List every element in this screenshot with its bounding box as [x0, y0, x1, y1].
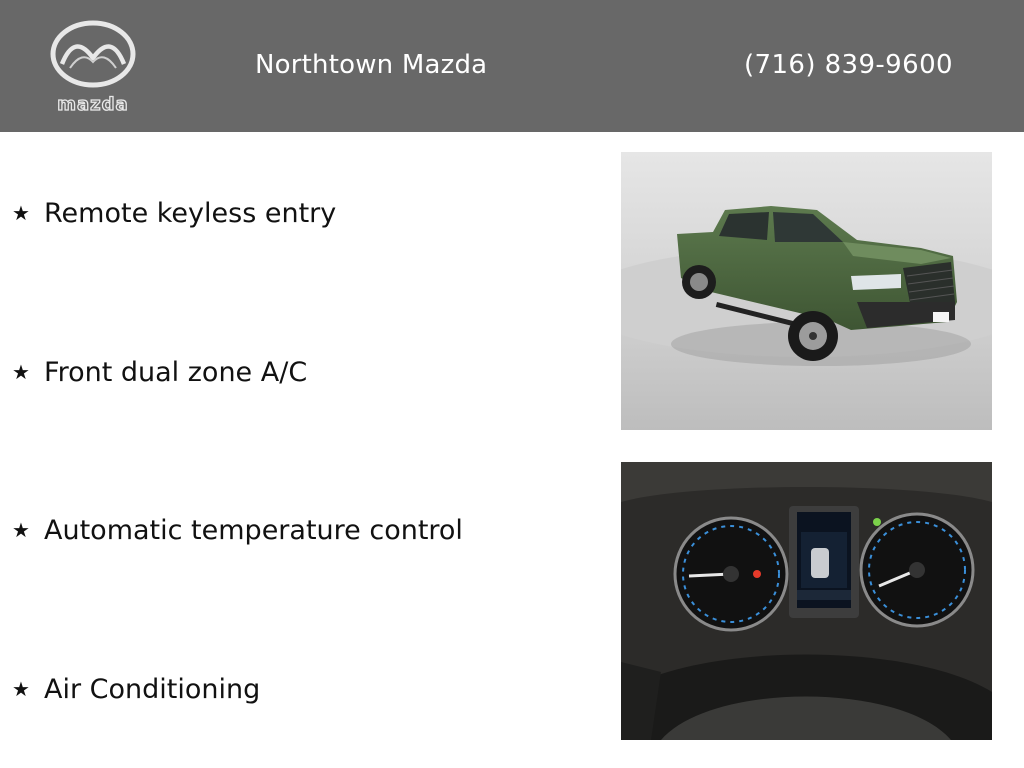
star-icon: ★ [12, 201, 30, 225]
feature-label: Front dual zone A/C [44, 356, 308, 388]
feature-item [12, 352, 307, 392]
svg-text:mazda: mazda [57, 94, 129, 115]
feature-label: Air Conditioning [44, 673, 261, 705]
star-icon: ★ [12, 677, 30, 701]
instrument-cluster-photo[interactable] [621, 462, 992, 740]
mazda-logo[interactable] [40, 18, 146, 116]
feature-label: Remote keyless entry [44, 197, 337, 229]
truck-exterior-photo[interactable] [621, 152, 992, 430]
star-icon: ★ [12, 360, 30, 384]
feature-item [12, 669, 260, 709]
phone-number[interactable]: (716) 839-9600 [744, 50, 953, 80]
header-bar [0, 0, 1024, 132]
star-icon: ★ [12, 518, 30, 542]
cluster-image [621, 462, 992, 740]
truck-image [621, 152, 992, 430]
feature-item [12, 510, 463, 550]
mazda-logo-icon [40, 18, 146, 116]
dealer-name[interactable]: Northtown Mazda [255, 50, 488, 80]
feature-label: Automatic temperature control [44, 514, 463, 546]
feature-item [12, 193, 336, 233]
